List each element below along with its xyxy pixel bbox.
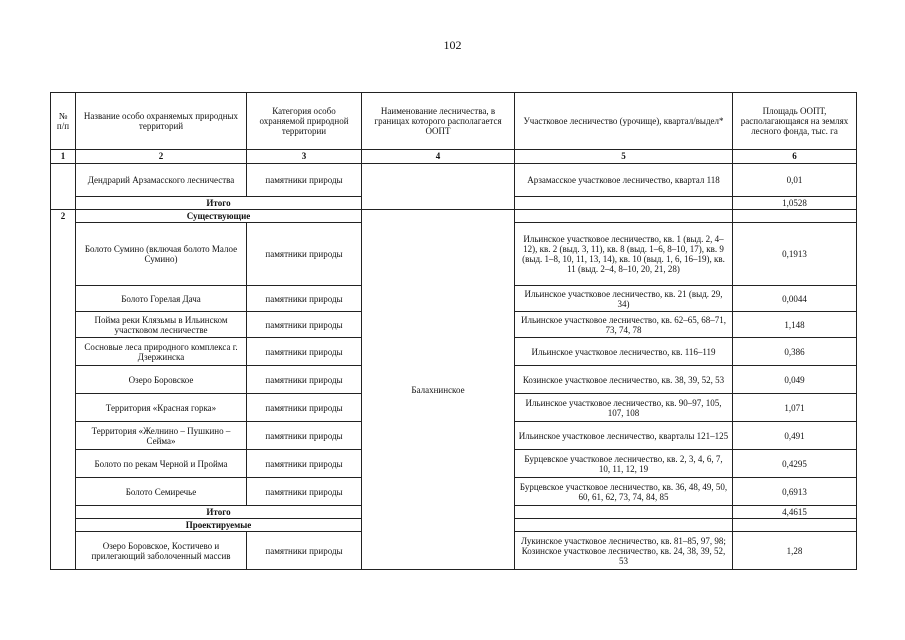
area-name: Болото Сумино (включая болото Малое Сумино): [76, 223, 247, 286]
area-name: Пойма реки Клязьмы в Ильинском участковом лесничестве: [76, 312, 247, 338]
empty-cell: [733, 519, 857, 532]
area-location: Козинское участковое лесничество, кв. 38, 39, 52, 53: [515, 366, 733, 394]
area-name: Озеро Боровское, Костичево и прилегающий заболоченный массив: [76, 532, 247, 570]
header-category: Категория особо охраняемой природной территории: [247, 93, 362, 150]
area-name: Болото по рекам Черной и Пройма: [76, 450, 247, 478]
protected-areas-table: [50, 92, 857, 570]
area-location: Ильинское участковое лесничество, кв. 116–119: [515, 338, 733, 366]
area-size: 0,491: [733, 422, 857, 450]
subsection-label: Существующие: [76, 210, 362, 223]
column-number: 1: [51, 150, 76, 164]
row-number: 2: [51, 210, 76, 570]
area-category: памятники природы: [247, 366, 362, 394]
column-number: 4: [362, 150, 515, 164]
area-category: памятники природы: [247, 338, 362, 366]
total-label: Итого: [76, 197, 362, 210]
area-name: Болото Семиречье: [76, 478, 247, 506]
area-category: памятники природы: [247, 532, 362, 570]
subsection-label: Проектируемые: [76, 519, 362, 532]
header-forestry: Наименование лесничества, в границах которого располагается ООПТ: [362, 93, 515, 150]
area-name: Территория «Желнино – Пушкино – Сейма»: [76, 422, 247, 450]
page-number: 102: [443, 38, 462, 52]
column-number: 5: [515, 150, 733, 164]
total-value: 4,4615: [733, 506, 857, 519]
forestry-name: Балахнинское: [362, 210, 515, 570]
total-label: Итого: [76, 506, 362, 519]
area-location: Арзамасское участковое лесничество, квартал 118: [515, 164, 733, 197]
area-name: Болото Горелая Дача: [76, 286, 247, 312]
column-numbers-row: [51, 150, 857, 164]
area-name: Озеро Боровское: [76, 366, 247, 394]
area-name: Территория «Красная горка»: [76, 394, 247, 422]
area-size: 0,6913: [733, 478, 857, 506]
area-location: Ильинское участковое лесничество, кварталы 121–125: [515, 422, 733, 450]
header-location: Участковое лесничество (урочище), квартал/выдел*: [515, 93, 733, 150]
header-name: Название особо охраняемых природных территорий: [76, 93, 247, 150]
area-category: памятники природы: [247, 422, 362, 450]
area-size: 0,1913: [733, 223, 857, 286]
column-number: 3: [247, 150, 362, 164]
area-location: Бурцевское участковое лесничество, кв. 36, 48, 49, 50, 60, 61, 62, 73, 74, 84, 85: [515, 478, 733, 506]
area-category: памятники природы: [247, 450, 362, 478]
area-size: 0,0044: [733, 286, 857, 312]
area-size: 1,071: [733, 394, 857, 422]
column-number: 6: [733, 150, 857, 164]
area-category: памятники природы: [247, 164, 362, 197]
area-location: Ильинское участковое лесничество, кв. 62–65, 68–71, 73, 74, 78: [515, 312, 733, 338]
area-size: 0,4295: [733, 450, 857, 478]
area-size: 0,049: [733, 366, 857, 394]
area-location: Ильинское участковое лесничество, кв. 90–97, 105, 107, 108: [515, 394, 733, 422]
header-number: № п/п: [51, 93, 76, 150]
area-location: Ильинское участковое лесничество, кв. 21 (выд. 29, 34): [515, 286, 733, 312]
area-size: 0,386: [733, 338, 857, 366]
forestry-cell: [362, 164, 515, 210]
area-location: Ильинское участковое лесничество, кв. 1 (выд. 2, 4–12), кв. 2 (выд. 3, 11), кв. 8 (выд. 1–6, 8–10, 17), кв. 9 (выд. 1–8, 10, 11, 13, 14), кв. 10 (выд. 1, 6, 16–19), кв. 11 (выд. 2–4, 8–10, 20, 21, 28): [515, 223, 733, 286]
subsection-row: [51, 210, 857, 223]
area-location: Бурцевское участковое лесничество, кв. 2, 3, 4, 6, 7, 10, 11, 12, 19: [515, 450, 733, 478]
total-value: 1,0528: [733, 197, 857, 210]
table-row: [51, 164, 857, 197]
empty-cell: [515, 197, 733, 210]
area-size: 1,28: [733, 532, 857, 570]
area-category: памятники природы: [247, 394, 362, 422]
area-size: 0,01: [733, 164, 857, 197]
empty-cell: [515, 506, 733, 519]
area-category: памятники природы: [247, 312, 362, 338]
area-name: Сосновые леса природного комплекса г. Дзержинска: [76, 338, 247, 366]
area-category: памятники природы: [247, 223, 362, 286]
column-number: 2: [76, 150, 247, 164]
empty-cell: [515, 519, 733, 532]
area-name: Дендрарий Арзамасского лесничества: [76, 164, 247, 197]
table-header-row: [51, 93, 857, 150]
empty-cell: [733, 210, 857, 223]
area-location: Лукинское участковое лесничество, кв. 81–85, 97, 98; Козинское участковое лесничество, кв. 24, 38, 39, 52, 53: [515, 532, 733, 570]
area-size: 1,148: [733, 312, 857, 338]
header-area: Площадь ООПТ, располагающаяся на землях лесного фонда, тыс. га: [733, 93, 857, 150]
area-category: памятники природы: [247, 478, 362, 506]
area-category: памятники природы: [247, 286, 362, 312]
row-number: [51, 164, 76, 210]
empty-cell: [515, 210, 733, 223]
